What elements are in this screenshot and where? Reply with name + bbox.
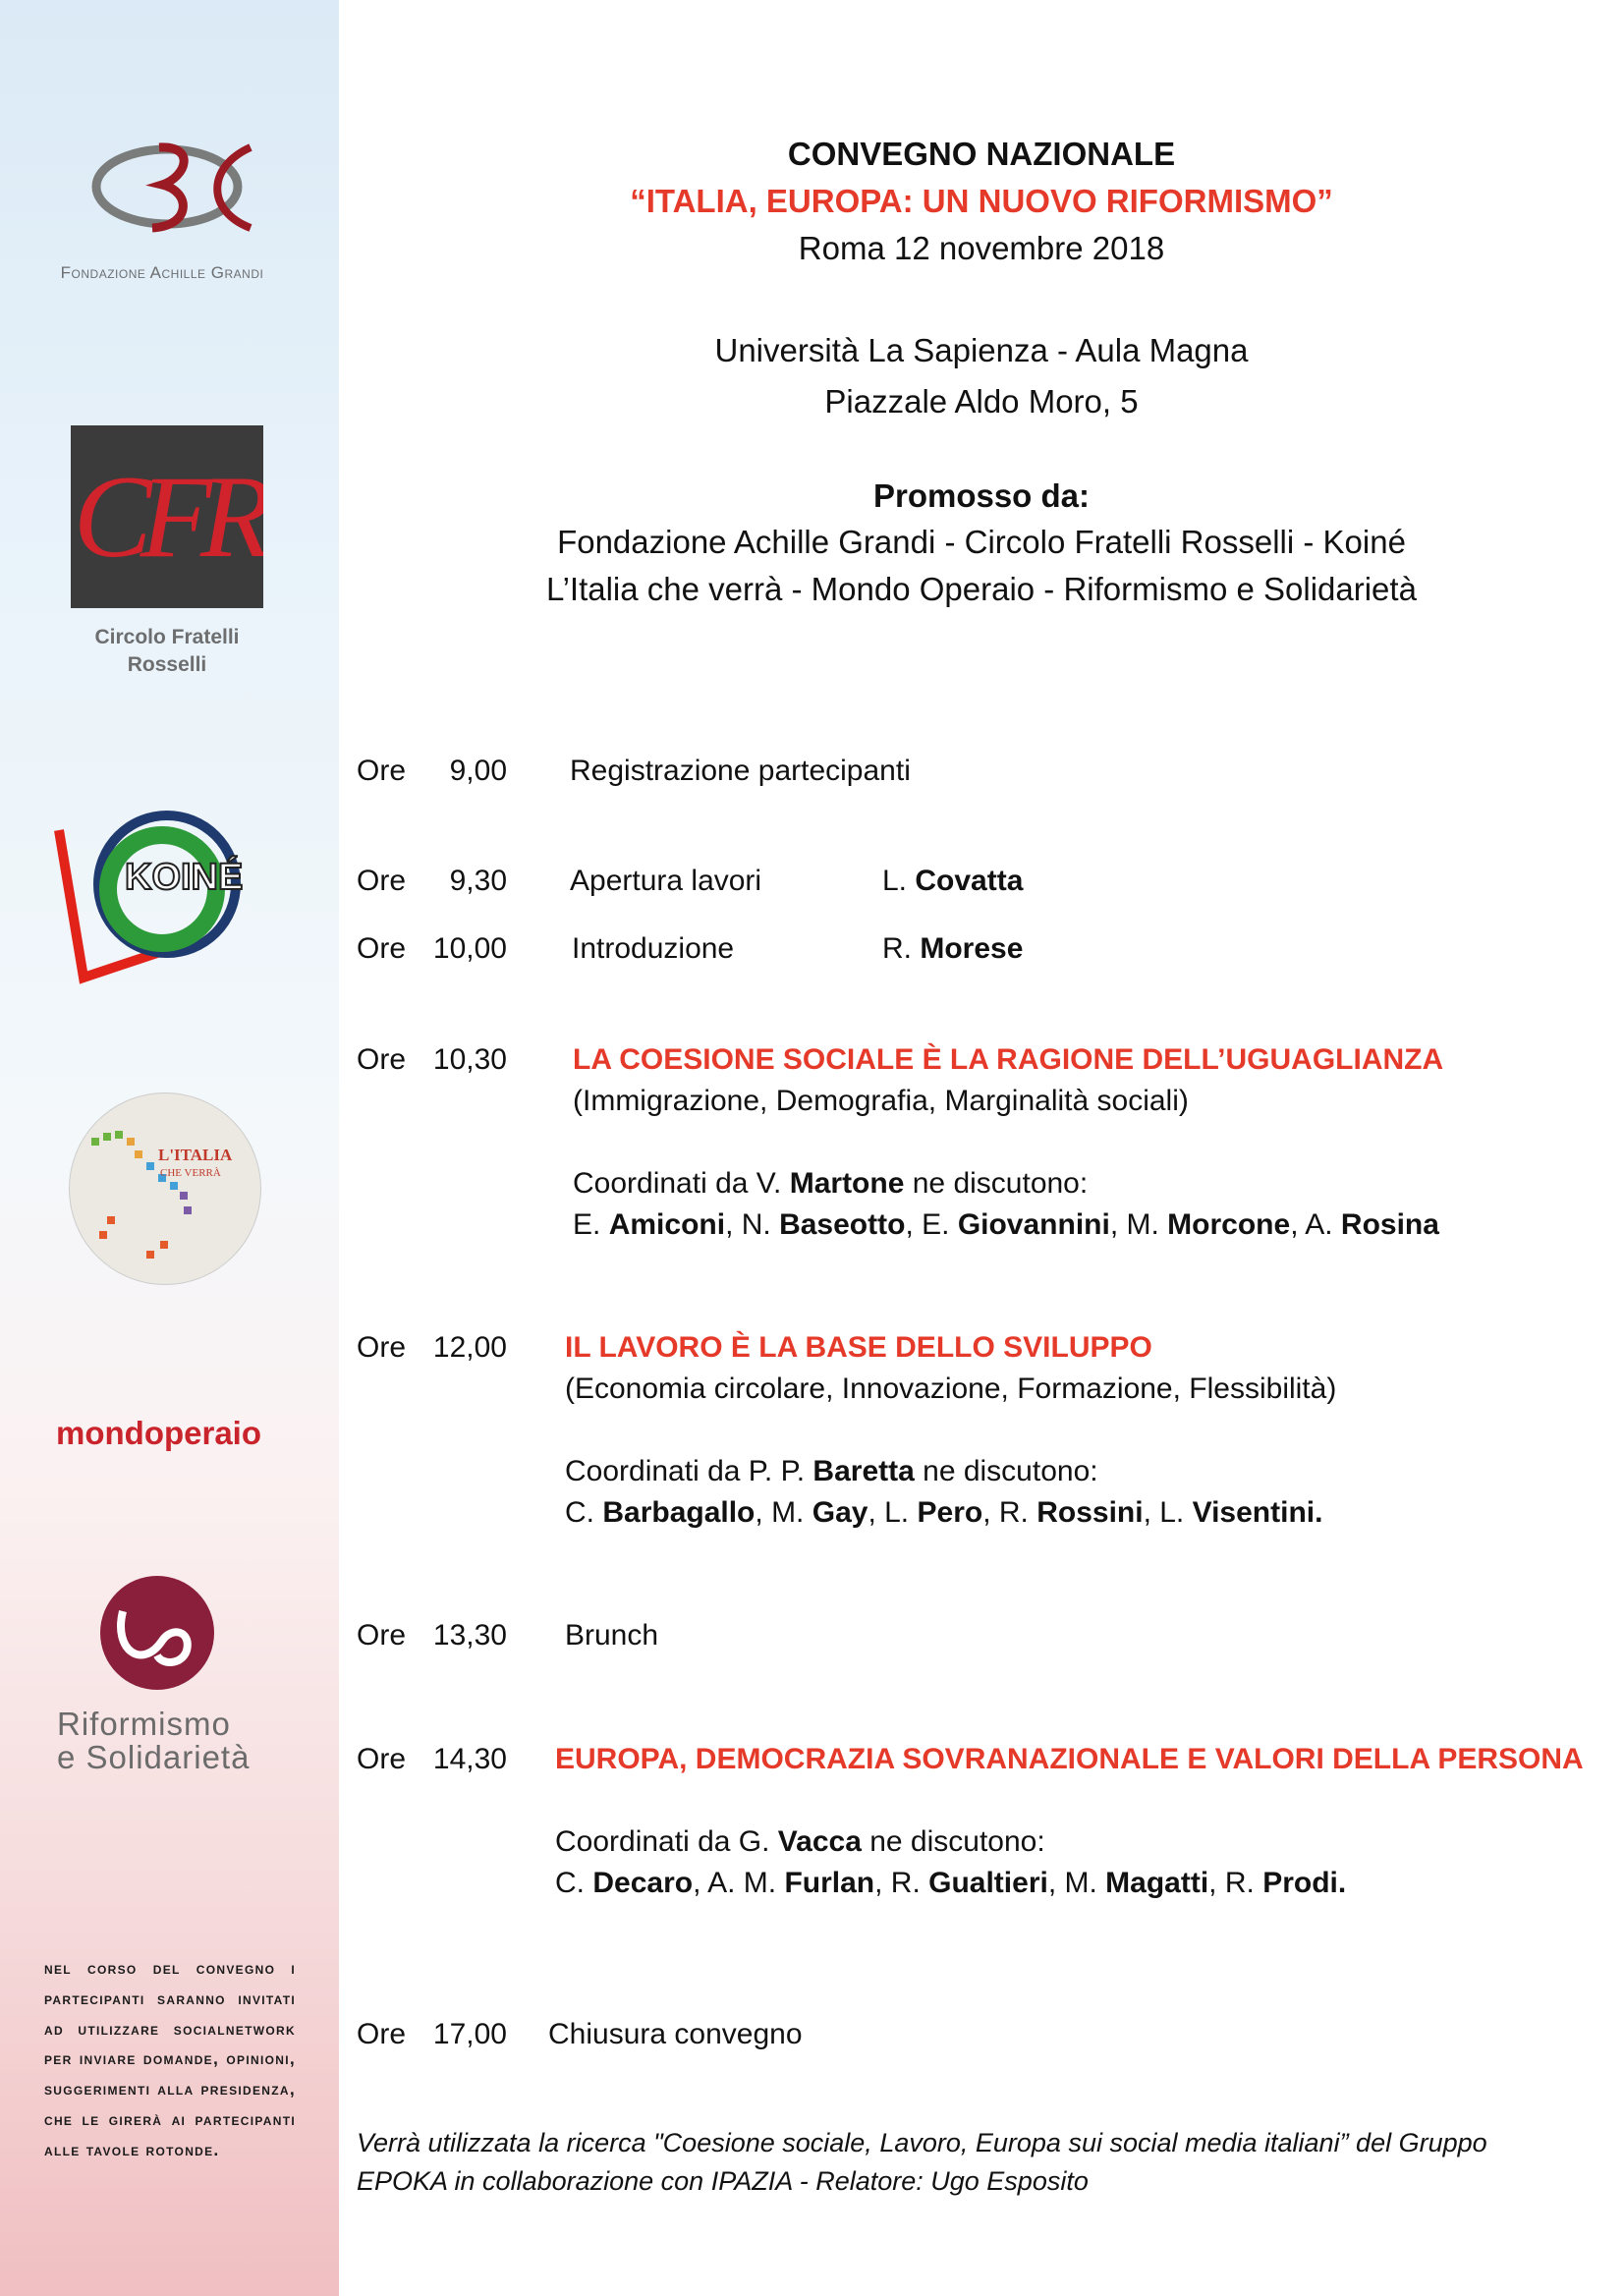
ore-label: Ore bbox=[357, 2018, 407, 2050]
speaker-initial: E. bbox=[573, 1208, 601, 1241]
mondoperaio-logo: mondoperaio bbox=[56, 1415, 262, 1451]
ore-label: Ore bbox=[357, 932, 407, 965]
coord-prefix: Coordinati da G. bbox=[555, 1825, 770, 1858]
ore-label: Ore bbox=[357, 1331, 407, 1364]
speaker-initial: M. bbox=[771, 1496, 805, 1529]
fag-caption: Fondazione Achille Grandi bbox=[60, 263, 264, 282]
time: 9,00 bbox=[449, 755, 507, 787]
panel-title: LA COESIONE SOCIALE È LA RAGIONE DELL’UGUAGLIANZA bbox=[573, 1043, 1444, 1076]
panel-speakers: C. Barbagallo, M. Gay, L. Pero, R. Rossini, L. Visentini. bbox=[565, 1496, 1323, 1529]
speaker-name: Morese bbox=[920, 932, 1024, 965]
speaker-initial: M. bbox=[1064, 1867, 1097, 1899]
panel-coordinator bbox=[573, 1166, 1088, 1202]
speaker-name: Visentini bbox=[1192, 1496, 1316, 1529]
time: 10,30 bbox=[432, 1043, 507, 1076]
speaker-initial: R. bbox=[882, 932, 912, 965]
speaker-initial: R. bbox=[998, 1496, 1029, 1529]
session-desc: Brunch bbox=[565, 1619, 659, 1652]
speaker-initial: R. bbox=[890, 1867, 921, 1899]
session-desc: Registrazione partecipanti bbox=[570, 755, 911, 787]
speaker-name: Prodi bbox=[1262, 1867, 1338, 1899]
coord-prefix: Coordinati da V. bbox=[573, 1167, 782, 1200]
speaker-name: Decaro bbox=[592, 1867, 694, 1899]
rs-caption: Riformismo e Solidarietà bbox=[57, 1706, 251, 1775]
speaker-initial: E. bbox=[922, 1208, 950, 1241]
panel-speakers: C. Decaro, A. M. Furlan, R. Gualtieri, M. Magatti, R. Prodi. bbox=[555, 1867, 1347, 1899]
social-note: nel corso del convegno i partecipanti saranno invitati ad utilizzare socialnetwork per inviare domande, opinioni, suggerimenti alla presidenza, che le girerà ai partecipanti alle tavole rotonde. bbox=[44, 1958, 296, 2159]
speaker-initial: R. bbox=[1224, 1867, 1255, 1899]
promoted-label: Promosso da: bbox=[872, 477, 1091, 514]
speaker-initial: A. bbox=[1305, 1208, 1333, 1241]
speaker-initial: C. bbox=[555, 1867, 585, 1899]
research-note-line-2: EPOKA in collaborazione con IPAZIA - Relatore: Ugo Esposito bbox=[357, 2166, 1089, 2196]
venue-line-1: Università La Sapienza - Aula Magna bbox=[714, 332, 1249, 368]
speakers-end: . bbox=[1337, 1867, 1347, 1899]
coord-prefix: Coordinati da P. P. bbox=[565, 1455, 806, 1487]
coord-name: Martone bbox=[789, 1167, 905, 1200]
time: 10,00 bbox=[432, 932, 507, 965]
speaker-name: Amiconi bbox=[608, 1208, 726, 1241]
coord-suffix: ne discutono: bbox=[861, 1825, 1045, 1858]
sidebar bbox=[0, 0, 339, 2296]
svg-text:L'ITALIA: L'ITALIA bbox=[158, 1146, 233, 1164]
speaker bbox=[882, 864, 1023, 899]
venue-line-2: Piazzale Aldo Moro, 5 bbox=[824, 383, 1139, 420]
ore-label: Ore bbox=[357, 1619, 407, 1652]
panel-coordinator bbox=[555, 1824, 1045, 1860]
riformismo-solidarieta-logo bbox=[93, 1572, 221, 1695]
speaker-name: Barbagallo bbox=[602, 1496, 756, 1529]
svg-text:CHE VERRÀ: CHE VERRÀ bbox=[160, 1167, 221, 1179]
speaker-initial: C. bbox=[565, 1496, 594, 1529]
speaker-name: Morcone bbox=[1167, 1208, 1291, 1241]
speaker-name: Gay bbox=[812, 1496, 868, 1529]
session-desc: Introduzione bbox=[572, 932, 735, 965]
promoters-line-1: Fondazione Achille Grandi - Circolo Fratelli Rosselli - Koiné bbox=[557, 524, 1406, 560]
ore-label: Ore bbox=[357, 1043, 407, 1076]
panel-coordinator bbox=[565, 1454, 1098, 1489]
panel-title: IL LAVORO È LA BASE DELLO SVILUPPO bbox=[565, 1331, 1152, 1364]
speaker-initial: L. bbox=[1159, 1496, 1185, 1529]
panel-speakers: E. Amiconi, N. Baseotto, E. Giovannini, M. Morcone, A. Rosina bbox=[573, 1208, 1439, 1241]
speaker-name: Pero bbox=[917, 1496, 983, 1529]
promoters-line-2: L’Italia che verrà - Mondo Operaio - Riformismo e Solidarietà bbox=[546, 571, 1417, 607]
speaker-name: Rosina bbox=[1340, 1208, 1439, 1241]
cfr-logo bbox=[71, 425, 263, 608]
research-note-line-1: Verrà utilizzata la ricerca "Coesione sociale, Lavoro, Europa sui social media italiani” del Gruppo bbox=[357, 2128, 1487, 2157]
speaker-name: Rossini bbox=[1036, 1496, 1144, 1529]
coord-name: Baretta bbox=[812, 1455, 915, 1487]
speaker-initial: L. bbox=[882, 865, 908, 897]
panel-title: EUROPA, DEMOCRAZIA SOVRANAZIONALE E VALORI DELLA PERSONA bbox=[555, 1743, 1584, 1775]
coord-suffix: ne discutono: bbox=[904, 1167, 1089, 1200]
coord-suffix: ne discutono: bbox=[914, 1455, 1098, 1487]
kicker: CONVEGNO NAZIONALE bbox=[787, 136, 1176, 172]
speaker-name: Baseotto bbox=[779, 1208, 906, 1241]
session-desc: Chiusura convegno bbox=[548, 2018, 803, 2050]
speakers-end: . bbox=[1315, 1496, 1323, 1529]
time: 12,00 bbox=[432, 1331, 507, 1364]
coord-name: Vacca bbox=[777, 1825, 862, 1858]
speaker-name: Covatta bbox=[915, 865, 1024, 897]
panel-subtitle: (Immigrazione, Demografia, Marginalità sociali) bbox=[573, 1085, 1189, 1117]
ore-label: Ore bbox=[357, 865, 407, 897]
panel-subtitle: (Economia circolare, Innovazione, Formazione, Flessibilità) bbox=[565, 1372, 1337, 1405]
speaker-name: Magatti bbox=[1105, 1867, 1209, 1899]
speaker-name: Gualtieri bbox=[928, 1867, 1048, 1899]
italia-che-verra-logo bbox=[69, 1092, 261, 1285]
speaker-initial: N. bbox=[741, 1208, 771, 1241]
event-date: Roma 12 novembre 2018 bbox=[798, 230, 1165, 266]
time: 14,30 bbox=[432, 1743, 507, 1775]
ore-label: Ore bbox=[357, 755, 407, 787]
speaker-name: Furlan bbox=[784, 1867, 875, 1899]
cfr-mark: CFR bbox=[73, 451, 261, 582]
speaker-name: Giovannini bbox=[957, 1208, 1110, 1241]
speaker-initial: M. bbox=[1126, 1208, 1159, 1241]
time: 17,00 bbox=[432, 2018, 507, 2050]
ore-label: Ore bbox=[357, 1743, 407, 1775]
session-desc: Apertura lavori bbox=[570, 865, 762, 897]
koine-logo bbox=[54, 791, 280, 987]
speaker bbox=[882, 931, 1023, 967]
speaker-initial: A. M. bbox=[707, 1867, 777, 1899]
svg-text:KOINÉ: KOINÉ bbox=[125, 857, 244, 898]
time: 13,30 bbox=[432, 1619, 507, 1652]
cfr-caption: Circolo Fratelli Rosselli bbox=[94, 626, 240, 676]
time: 9,30 bbox=[449, 865, 507, 897]
fondazione-achille-grandi-logo bbox=[69, 138, 265, 236]
event-title: “ITALIA, EUROPA: UN NUOVO RIFORMISMO” bbox=[630, 183, 1333, 219]
speaker-initial: L. bbox=[884, 1496, 910, 1529]
